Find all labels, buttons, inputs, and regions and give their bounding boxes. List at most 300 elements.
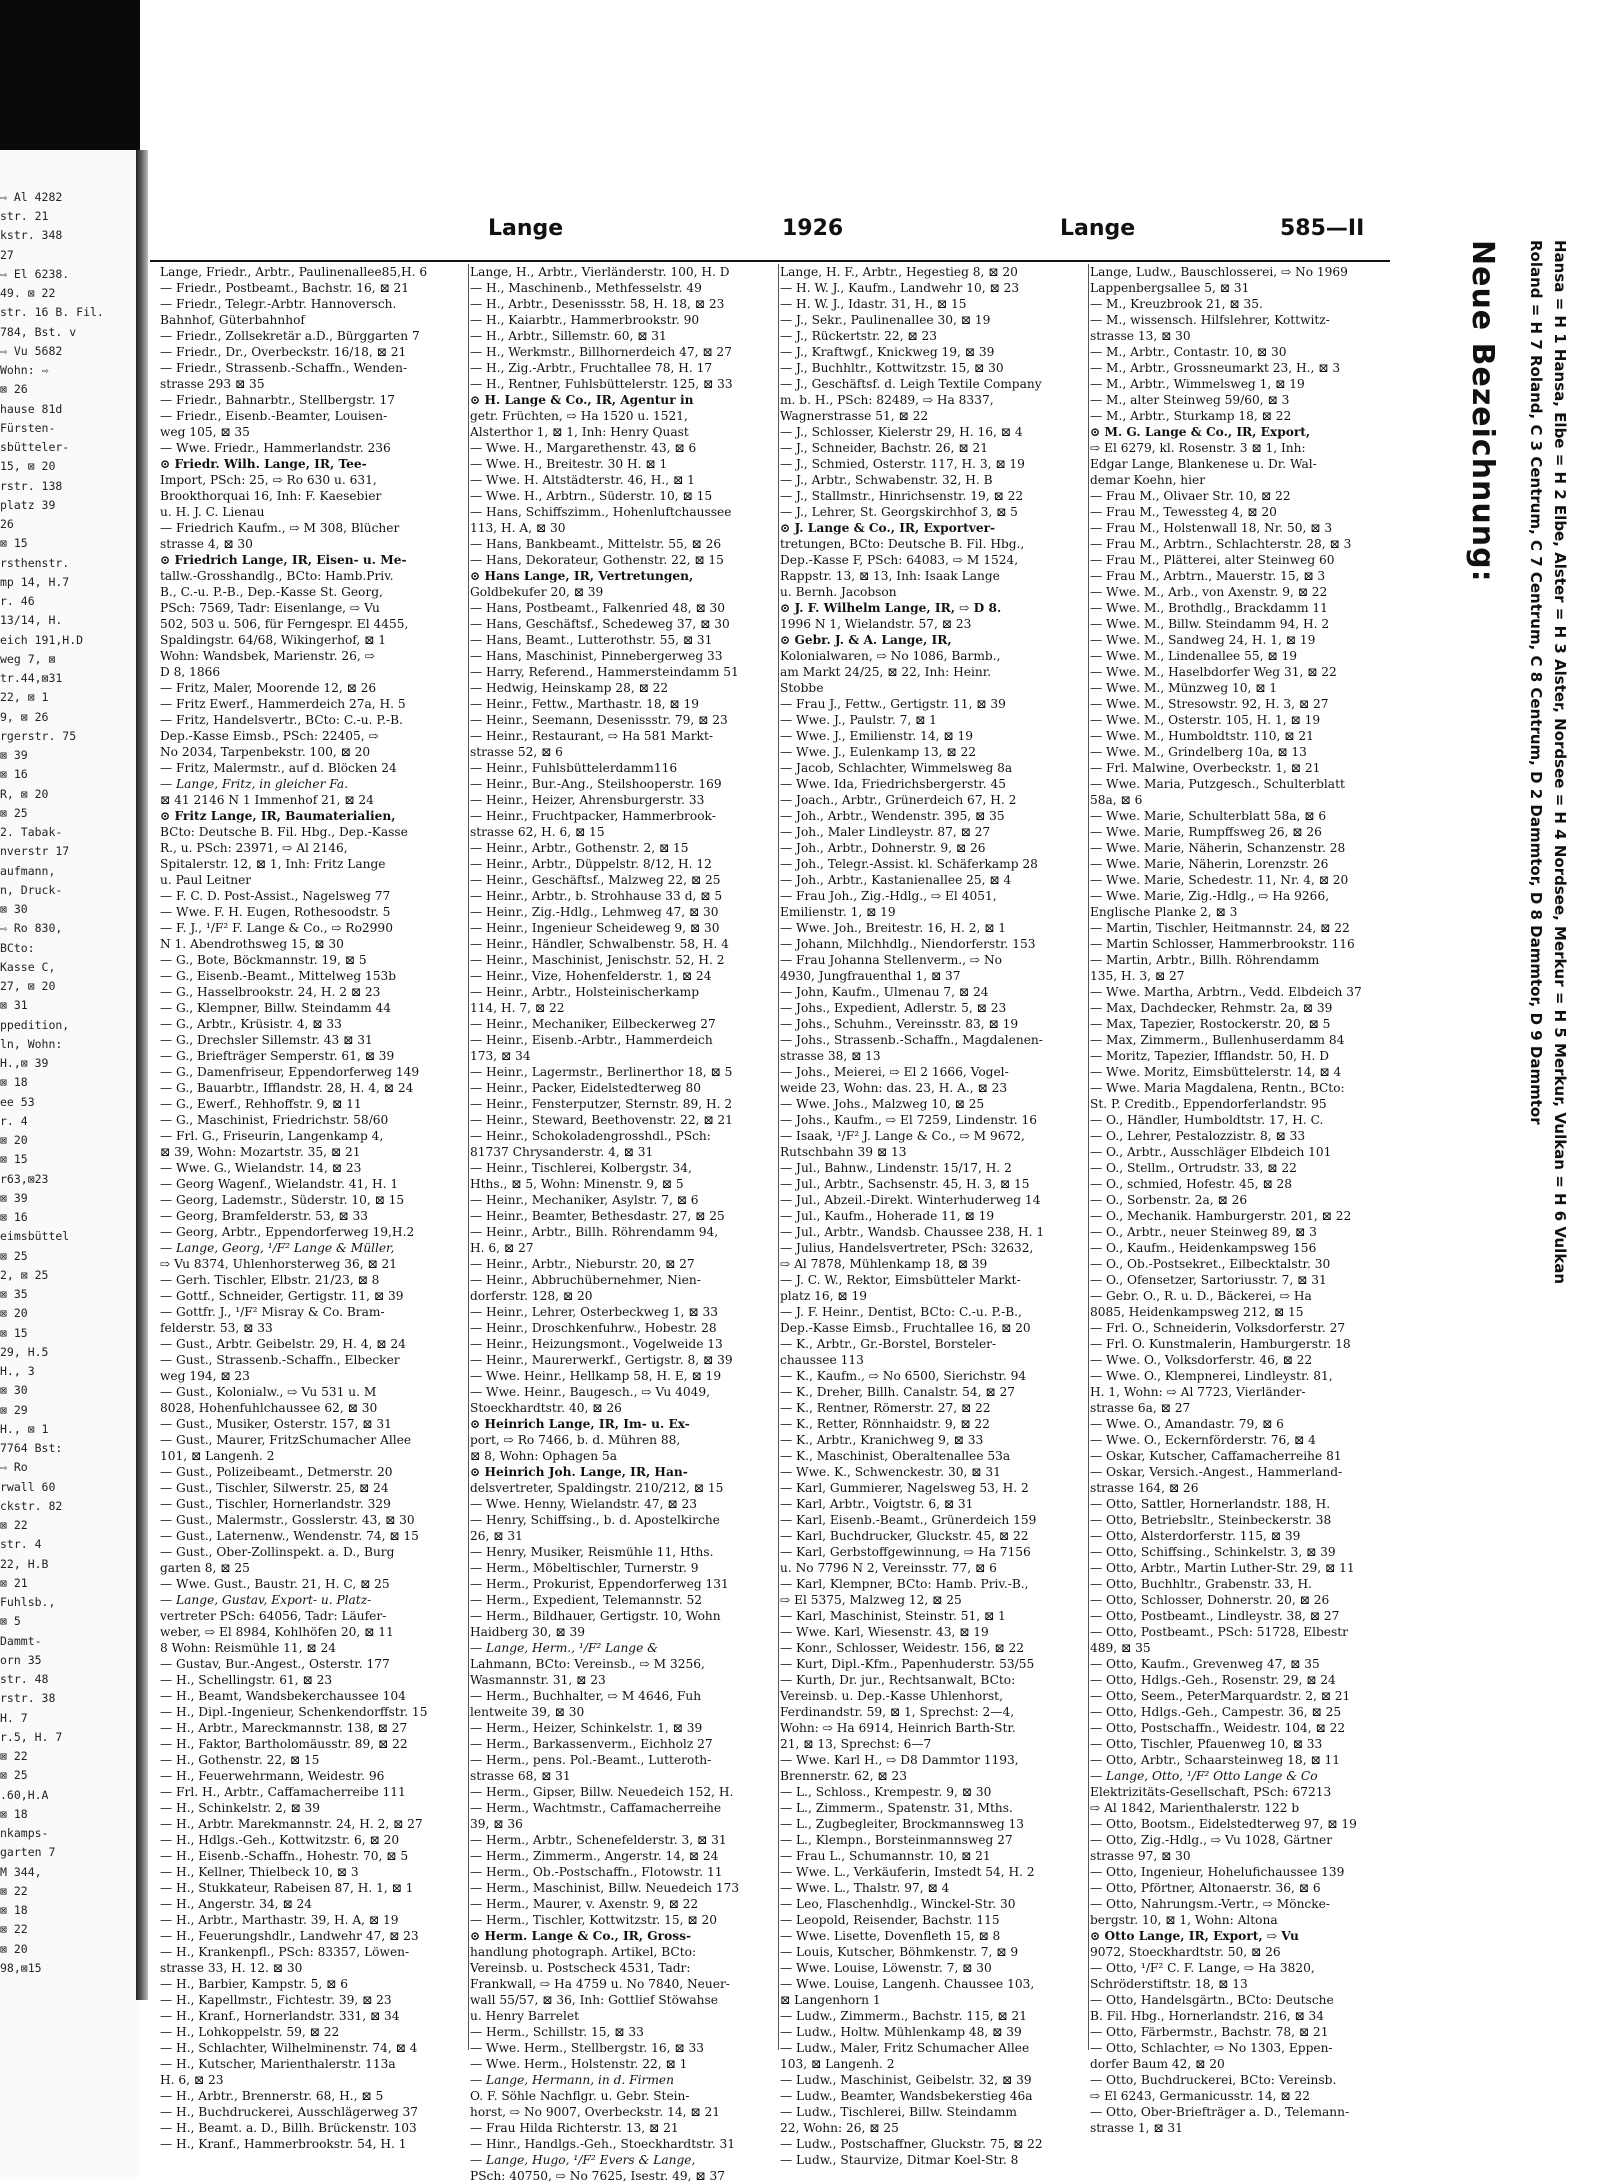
fragment-line: ⊠ 15: [0, 1326, 28, 1340]
fragment-line: ⇨ Al 4282: [0, 190, 63, 204]
directory-entry: Wohn: ⇨ Ha 6914, Heinrich Barth-Str.: [780, 1721, 1016, 1735]
directory-entry: — Heinr., Fuhlsbüttelerdamm116: [470, 761, 678, 775]
directory-entry: — Lange, Georg, ¹/F² Lange & Müller,: [160, 1241, 395, 1255]
directory-entry: — O., Arbtr., neuer Steinweg 89, ⊠ 3: [1090, 1225, 1317, 1239]
directory-entry: — O., Sorbenstr. 2a, ⊠ 26: [1090, 1193, 1248, 1207]
directory-entry: — Wwe. H., Breitestr. 30 H. ⊠ 1: [470, 457, 668, 471]
directory-entry: — H., Kellner, Thielbeck 10, ⊠ 3: [160, 1865, 359, 1879]
directory-entry: — L., Zugbegleiter, Brockmannsweg 13: [780, 1817, 1024, 1831]
directory-entry: 21, ⊠ 13, Sprechst: 6—7: [780, 1737, 932, 1751]
directory-entry: Lange, H., Arbtr., Vierländerstr. 100, H. D: [470, 265, 730, 279]
directory-entry: — Karl, Eisenb.-Beamt., Grünerdeich 159: [780, 1513, 1037, 1527]
directory-entry: — Wwe. M., Billw. Steindamm 94, H. 2: [1090, 617, 1330, 631]
directory-entry: — Fritz Ewerf., Hammerdeich 27a, H. 5: [160, 697, 406, 711]
directory-entry: — H., Beamt. a. D., Billh. Brückenstr. 103: [160, 2121, 417, 2135]
directory-entry: strasse 13, ⊠ 30: [1090, 329, 1191, 343]
directory-entry: — Fritz, Malermstr., auf d. Blöcken 24: [160, 761, 397, 775]
directory-entry: — Frl. O., Schneiderin, Volksdorferstr. 27: [1090, 1321, 1346, 1335]
directory-entry: — Gust., Tischler, Silwerstr. 25, ⊠ 24: [160, 1481, 389, 1495]
directory-entry: BCto: Deutsche B. Fil. Hbg., Dep.-Kasse: [160, 825, 408, 839]
directory-entry: — Hinr., Handlgs.-Geh., Stoeckhardtstr. 31: [470, 2137, 735, 2151]
fragment-line: ⊠ 22: [0, 1922, 28, 1936]
directory-entry: u. Paul Leitner: [160, 873, 252, 887]
directory-entry: — Hans, Bankbeamt., Mittelstr. 55, ⊠ 26: [470, 537, 722, 551]
directory-entry: — Wwe. Marie, Schedestr. 11, Nr. 4, ⊠ 20: [1090, 873, 1349, 887]
fragment-line: Wohn: ⇨: [0, 363, 49, 377]
directory-entry: — Otto, Hdlgs.-Geh., Rosenstr. 29, ⊠ 24: [1090, 1673, 1336, 1687]
previous-page-fragment: [0, 0, 140, 2177]
side-notice-title: Neue Bezeichnung:: [1465, 240, 1500, 583]
directory-entry: — K., Rentner, Römerstr. 27, ⊠ 22: [780, 1401, 991, 1415]
directory-entry: bergstr. 10, ⊠ 1, Wohn: Altona: [1090, 1913, 1278, 1927]
directory-entry: — Wwe. K., Schwenckestr. 30, ⊠ 31: [780, 1465, 1001, 1479]
directory-entry: — Wwe. Karl H., ⇨ D8 Dammtor 1193,: [780, 1753, 1019, 1767]
directory-entry: — H. W. J., Kaufm., Landwehr 10, ⊠ 23: [780, 281, 1020, 295]
directory-entry: strasse 62, H. 6, ⊠ 15: [470, 825, 605, 839]
directory-entry: — G., Eisenb.-Beamt., Mittelweg 153b: [160, 969, 397, 983]
directory-entry: — Friedr., Postbeamt., Bachstr. 16, ⊠ 21: [160, 281, 410, 295]
fragment-line: R, ⊠ 20: [0, 787, 49, 801]
directory-entry: Englische Planke 2, ⊠ 3: [1090, 905, 1238, 919]
directory-entry: — H., Gothenstr. 22, ⊠ 15: [160, 1753, 320, 1767]
fragment-line: ⊠ 39: [0, 748, 28, 762]
directory-entry: ⊠ 8, Wohn: Ophagen 5a: [470, 1449, 617, 1463]
directory-entry: — Wwe. M., Haselbdorfer Weg 31, ⊠ 22: [1090, 665, 1337, 679]
directory-entry: 9072, Stoeckhardtstr. 50, ⊠ 26: [1090, 1945, 1281, 1959]
directory-entry: — Otto, Zig.-Hdlg., ⇨ Vu 1028, Gärtner: [1090, 1833, 1333, 1847]
directory-entry: PSch: 7569, Tadr: Eisenlange, ⇨ Vu: [160, 601, 380, 615]
directory-entry: — H., Feuerwehrmann, Weidestr. 96: [160, 1769, 385, 1783]
fragment-line: ⊠ 16: [0, 767, 28, 781]
directory-entry: garten 8, ⊠ 25: [160, 1561, 250, 1575]
directory-entry: — O., Arbtr., Ausschläger Elbdeich 101: [1090, 1145, 1332, 1159]
directory-entry: — Wwe. H. Altstädterstr. 46, H., ⊠ 1: [470, 473, 695, 487]
directory-entry: — Wwe. L., Verkäuferin, Imstedt 54, H. 2: [780, 1865, 1035, 1879]
directory-entry: Edgar Lange, Blankenese u. Dr. Wal-: [1090, 457, 1317, 471]
fragment-line: str. 48: [0, 1672, 49, 1686]
directory-entry: — H., Schinkelstr. 2, ⊠ 39: [160, 1801, 321, 1815]
directory-entry: — Martin, Arbtr., Billh. Röhrendamm: [1090, 953, 1320, 967]
fragment-line: nverstr 17: [0, 844, 70, 858]
directory-entry: vertreter PSch: 64056, Tadr: Läufer-: [160, 1609, 387, 1623]
directory-entry: — Isaak, ¹/F² J. Lange & Co., ⇨ M 9672,: [780, 1129, 1025, 1143]
fragment-line: rwall 60: [0, 1480, 56, 1494]
directory-entry: — Otto, Buchdruckerei, BCto: Vereinsb.: [1090, 2073, 1337, 2087]
fragment-line: ⊠ 20: [0, 1133, 28, 1147]
directory-entry: — Otto, Seem., PeterMarquardstr. 2, ⊠ 21: [1090, 1689, 1351, 1703]
directory-entry: — Joach., Arbtr., Grünerdeich 67, H. 2: [780, 793, 1017, 807]
fragment-line: ⊠ 30: [0, 902, 28, 916]
directory-entry: — H., Zig.-Arbtr., Fruchtallee 78, H. 17: [470, 361, 713, 375]
directory-entry: — H., Feuerungshdlr., Landwehr 47, ⊠ 23: [160, 1929, 419, 1943]
directory-entry: — Heinr., Heizer, Ahrensburgerstr. 33: [470, 793, 705, 807]
fragment-line: ⊠ 18: [0, 1807, 28, 1821]
directory-entry: — Herm., Gipser, Billw. Neuedeich 152, H.: [470, 1785, 734, 1799]
fragment-line: H., 3: [0, 1364, 35, 1378]
directory-entry: — Gust., Arbtr. Geibelstr. 29, H. 4, ⊠ 24: [160, 1337, 406, 1351]
fragment-line: 27: [0, 248, 14, 262]
directory-entry: 8085, Heidenkampsweg 212, ⊠ 15: [1090, 1305, 1304, 1319]
fragment-line: ⊠ 31: [0, 998, 28, 1012]
directory-entry: — Joh., Maler Lindleystr. 87, ⊠ 27: [780, 825, 991, 839]
directory-entry: — H., Krankenpfl., PSch: 83357, Löwen-: [160, 1945, 410, 1959]
directory-entry: — K., Arbtr., Kranichweg 9, ⊠ 33: [780, 1433, 984, 1447]
directory-entry: — Herm., Wachtmstr., Caffamacherreihe: [470, 1801, 722, 1815]
directory-entry: 26, ⊠ 31: [470, 1529, 523, 1543]
directory-entry: — Lange, Fritz, in gleicher Fa.: [160, 777, 349, 791]
directory-entry: — Gust., Strassenb.-Schaffn., Elbecker: [160, 1353, 400, 1367]
directory-entry: — Karl, Buchdrucker, Gluckstr. 45, ⊠ 22: [780, 1529, 1029, 1543]
directory-entry: — Wwe. Martha, Arbtrn., Vedd. Elbdeich 37: [1090, 985, 1362, 999]
directory-entry: — Wwe. Marie, Schulterblatt 58a, ⊠ 6: [1090, 809, 1327, 823]
fragment-line: H. 7: [0, 1711, 28, 1725]
directory-entry: ⊠ 41 2146 N 1 Immenhof 21, ⊠ 24: [160, 793, 374, 807]
directory-entry: Haidberg 30, ⊠ 39: [470, 1625, 585, 1639]
directory-entry: — Wwe. J., Emilienstr. 14, ⊠ 19: [780, 729, 973, 743]
directory-entry: — O., Lehrer, Pestalozzistr. 8, ⊠ 33: [1090, 1129, 1306, 1143]
directory-entry: — Hans, Schiffszimm., Hohenluftchaussee: [470, 505, 732, 519]
directory-entry: felderstr. 53, ⊠ 33: [160, 1321, 273, 1335]
directory-entry: — Otto, Arbtr., Martin Luther-Str. 29, ⊠ 11: [1090, 1561, 1355, 1575]
fragment-line: 9, ⊠ 26: [0, 710, 49, 724]
directory-entry: Vereinsb. u. Postscheck 4531, Tadr:: [470, 1961, 691, 1975]
directory-entry: — Heinr., Eisenb.-Arbtr., Hammerdeich: [470, 1033, 713, 1047]
directory-entry: — Jul., Bahnw., Lindenstr. 15/17, H. 2: [780, 1161, 1012, 1175]
directory-entry: — Henry, Musiker, Reismühle 11, Hths.: [470, 1545, 714, 1559]
directory-entry: — Heinr., Zig.-Hdlg., Lehmweg 47, ⊠ 30: [470, 905, 719, 919]
fragment-line: 2, ⊠ 25: [0, 1268, 49, 1282]
directory-entry: Ferdinandstr. 59, ⊠ 1, Sprechst: 2—4,: [780, 1705, 1015, 1719]
directory-entry: Lahmann, BCto: Vereinsb., ⇨ M 3256,: [470, 1657, 705, 1671]
directory-entry: — Wwe. M., Münzweg 10, ⊠ 1: [1090, 681, 1278, 695]
fragment-line: BCto:: [0, 941, 35, 955]
directory-entry: — Jul., Arbtr., Wandsb. Chaussee 238, H. 1: [780, 1225, 1045, 1239]
directory-entry: — Otto, Tischler, Pfauenweg 10, ⊠ 33: [1090, 1737, 1323, 1751]
directory-entry: — G., Klempner, Billw. Steindamm 44: [160, 1001, 392, 1015]
directory-entry: — Frl. Malwine, Overbeckstr. 1, ⊠ 21: [1090, 761, 1321, 775]
directory-entry: Alsterthor 1, ⊠ 1, Inh: Henry Quast: [470, 425, 689, 439]
directory-entry: — Johs., Expedient, Adlerstr. 5, ⊠ 23: [780, 1001, 1007, 1015]
directory-entry: — Herm., Barkassenverm., Eichholz 27: [470, 1737, 713, 1751]
directory-entry: O. F. Söhle Nachflgr. u. Gebr. Stein-: [470, 2089, 690, 2103]
directory-entry: dorfer Baum 42, ⊠ 20: [1090, 2057, 1225, 2071]
directory-entry: — Otto, Ober-Briefträger a. D., Telemann-: [1090, 2105, 1350, 2119]
directory-entry: PSch: 40750, ⇨ No 7625, Isestr. 49, ⊠ 37: [470, 2169, 725, 2183]
directory-entry: — K., Maschinist, Oberaltenallee 53a: [780, 1449, 1011, 1463]
directory-entry: — Herm., Prokurist, Eppendorferweg 131: [470, 1577, 729, 1591]
directory-entry: — Kurt, Dipl.-Kfm., Papenhuderstr. 53/55: [780, 1657, 1035, 1671]
directory-entry: — Joh., Arbtr., Dohnerstr. 9, ⊠ 26: [780, 841, 986, 855]
fragment-line: ⊠ 20: [0, 1306, 28, 1320]
directory-entry: — Georg Wagenf., Wielandstr. 41, H. 1: [160, 1177, 399, 1191]
directory-entry: 22, Wohn: 26, ⊠ 25: [780, 2121, 899, 2135]
directory-entry: — Wwe. H., Arbtrn., Süderstr. 10, ⊠ 15: [470, 489, 713, 503]
directory-entry: — Herm., Maurer, v. Axenstr. 9, ⊠ 22: [470, 1897, 699, 1911]
firm-entry: ⊙ Friedrich Lange, IR, Eisen- u. Me-: [160, 553, 407, 567]
directory-entry: Dep.-Kasse F, PSch: 64083, ⇨ M 1524,: [780, 553, 1019, 567]
directory-entry: — Otto, Sattler, Hornerlandstr. 188, H.: [1090, 1497, 1331, 1511]
directory-entry: — Ludw., Postschaffner, Gluckstr. 75, ⊠ 22: [780, 2137, 1043, 2151]
directory-entry: — Friedr., Eisenb.-Beamter, Louisen-: [160, 409, 388, 423]
directory-entry: H. 6, ⊠ 23: [160, 2073, 224, 2087]
directory-entry: strasse 1, ⊠ 31: [1090, 2121, 1183, 2135]
fragment-line: ln, Wohn:: [0, 1037, 63, 1051]
firm-entry: ⊙ J. Lange & Co., IR, Exportver-: [780, 521, 996, 535]
fragment-line: ⊠ 18: [0, 1075, 28, 1089]
directory-entry: — L., Schloss., Krempestr. 9, ⊠ 30: [780, 1785, 992, 1799]
directory-entry: — K., Retter, Rönnhaidstr. 9, ⊠ 22: [780, 1417, 990, 1431]
directory-entry: ⇨ El 5375, Malzweg 12, ⊠ 25: [780, 1593, 962, 1607]
directory-entry: — Frau M., Arbtrn., Schlachterstr. 28, ⊠ 3: [1090, 537, 1352, 551]
directory-entry: — Otto, Alsterdorferstr. 115, ⊠ 39: [1090, 1529, 1301, 1543]
directory-entry: — J. F. Heinr., Dentist, BCto: C.-u. P.-B.,: [780, 1305, 1022, 1319]
directory-entry: — Wwe. M., Sandweg 24, H. 1, ⊠ 19: [1090, 633, 1316, 647]
directory-entry: — Gottfr. J., ¹/F² Misray & Co. Bram-: [160, 1305, 385, 1319]
directory-entry: — Leo, Flaschenhdlg., Winckel-Str. 30: [780, 1897, 1016, 1911]
directory-entry: — H., Arbtr., Sillemstr. 60, ⊠ 31: [470, 329, 667, 343]
fragment-line: orn 35: [0, 1653, 42, 1667]
directory-entry: 81737 Chrysanderstr. 4, ⊠ 31: [470, 1145, 654, 1159]
directory-entry: — Wwe. Louise, Langenh. Chaussee 103,: [780, 1977, 1035, 1991]
directory-entry: — Lange, Gustav, Export- u. Platz-: [160, 1593, 372, 1607]
directory-entry: — Friedr., Zollsekretär a.D., Bürggarten 7: [160, 329, 420, 343]
directory-entry: — J., Lehrer, St. Georgskirchhof 3, ⊠ 5: [780, 505, 1018, 519]
directory-entry: — Otto, Buchhltr., Grabenstr. 33, H.: [1090, 1577, 1313, 1591]
directory-entry: — Wwe. L., Thalstr. 97, ⊠ 4: [780, 1881, 950, 1895]
directory-entry: chaussee 113: [780, 1353, 864, 1367]
directory-entry: — Wwe. M., Osterstr. 105, H. 1, ⊠ 19: [1090, 713, 1321, 727]
directory-entry: — Heinr., Seemann, Desenissstr. 79, ⊠ 23: [470, 713, 728, 727]
directory-entry: — H. W. J., Idastr. 31, H., ⊠ 15: [780, 297, 967, 311]
directory-entry: strasse 52, ⊠ 6: [470, 745, 563, 759]
directory-entry: — Frau M., Tewessteg 4, ⊠ 20: [1090, 505, 1277, 519]
directory-entry: — Otto, Pförtner, Altonaerstr. 36, ⊠ 6: [1090, 1881, 1321, 1895]
directory-entry: weg 105, ⊠ 35: [160, 425, 250, 439]
directory-entry: — Karl, Klempner, BCto: Hamb. Priv.-B.,: [780, 1577, 1029, 1591]
directory-entry: — J. C. W., Rektor, Eimsbütteler Markt-: [780, 1273, 1021, 1287]
directory-entry: — Wwe. Marie, Näherin, Schanzenstr. 28: [1090, 841, 1346, 855]
directory-entry: — M., alter Steinweg 59/60, ⊠ 3: [1090, 393, 1290, 407]
directory-entry: — G., Briefträger Semperstr. 61, ⊠ 39: [160, 1049, 395, 1063]
directory-entry: — Karl, Maschinist, Steinstr. 51, ⊠ 1: [780, 1609, 1006, 1623]
directory-entry: — O., schmied, Hofestr. 45, ⊠ 28: [1090, 1177, 1293, 1191]
directory-entry: Vereinsb. u. Dep.-Kasse Uhlenhorst,: [780, 1689, 1003, 1703]
directory-entry: wall 55/57, ⊠ 36, Inh: Gottlief Stöwahse: [470, 1993, 718, 2007]
directory-entry: — Heinr., Restaurant, ⇨ Ha 581 Markt-: [470, 729, 713, 743]
directory-entry: — Wwe. O., Volksdorferstr. 46, ⊠ 22: [1090, 1353, 1313, 1367]
directory-entry: tretungen, BCto: Deutsche B. Fil. Hbg.,: [780, 537, 1025, 551]
directory-entry: — Gust., Polizeibeamt., Detmerstr. 20: [160, 1465, 393, 1479]
directory-entry: — H., Kranf., Hammerbrookstr. 54, H. 1: [160, 2137, 407, 2151]
directory-entry: N 1. Abendrothsweg 15, ⊠ 30: [160, 937, 344, 951]
directory-entry: 8 Wohn: Reismühle 11, ⊠ 24: [160, 1641, 336, 1655]
directory-entry: — H., Arbtr., Mareckmannstr. 138, ⊠ 27: [160, 1721, 408, 1735]
directory-entry: — Heinr., Lehrer, Osterbeckweg 1, ⊠ 33: [470, 1305, 719, 1319]
directory-entry: — Herm., Heizer, Schinkelstr. 1, ⊠ 39: [470, 1721, 703, 1735]
side-notice: [1440, 240, 1580, 1740]
directory-entry: — Joh., Arbtr., Wendenstr. 395, ⊠ 35: [780, 809, 1005, 823]
directory-entry: 101, ⊠ Langenh. 2: [160, 1449, 275, 1463]
directory-entry: Hths., ⊠ 5, Wohn: Minenstr. 9, ⊠ 5: [470, 1177, 684, 1191]
directory-entry: — H., Buchdruckerei, Ausschlägerweg 37: [160, 2105, 419, 2119]
directory-entry: — Heinr., Steward, Beethovenstr. 22, ⊠ 21: [470, 1113, 733, 1127]
firm-entry: ⊙ Herm. Lange & Co., IR, Gross-: [470, 1929, 692, 1943]
directory-entry: — Ludw., Zimmerm., Bachstr. 115, ⊠ 21: [780, 2009, 1027, 2023]
directory-entry: Wagnerstrasse 51, ⊠ 22: [780, 409, 929, 423]
directory-entry: — Wwe. Friedr., Hammerlandstr. 236: [160, 441, 391, 455]
directory-entry: — Gust., Laternenw., Wendenstr. 74, ⊠ 15: [160, 1529, 419, 1543]
directory-entry: — Heinr., Maurerwerkf., Gertigstr. 8, ⊠ 39: [470, 1353, 733, 1367]
directory-entry: Brennerstr. 62, ⊠ 23: [780, 1769, 907, 1783]
directory-entry: tallw.-Grosshandlg., BCto: Hamb.Priv.: [160, 569, 394, 583]
fragment-line: ⊠ 20: [0, 1942, 28, 1956]
fragment-line: eich 191,H.D: [0, 633, 84, 647]
directory-entry: — H., Arbtr., Marthastr. 39, H. A, ⊠ 19: [160, 1913, 399, 1927]
directory-entry: — Fritz, Handelsvertr., BCto: C.-u. P.-B.: [160, 713, 403, 727]
directory-entry: — H., Arbtr., Brennerstr. 68, H., ⊠ 5: [160, 2089, 384, 2103]
directory-entry: — Otto, Arbtr., Schaarsteinweg 18, ⊠ 11: [1090, 1753, 1341, 1767]
directory-entry: — J., Stallmstr., Hinrichsenstr. 19, ⊠ 22: [780, 489, 1024, 503]
directory-entry: demar Koehn, hier: [1090, 473, 1206, 487]
directory-entry: — Otto, ¹/F² C. F. Lange, ⇨ Ha 3820,: [1090, 1961, 1315, 1975]
fragment-line: 98,⊠15: [0, 1961, 42, 1975]
directory-entry: — Heinr., Ingenieur Scheideweg 9, ⊠ 30: [470, 921, 720, 935]
directory-entry: Elektrizitäts-Gesellschaft, PSch: 67213: [1090, 1785, 1332, 1799]
directory-entry: — H., Dipl.-Ingenieur, Schenkendorffstr. 15: [160, 1705, 428, 1719]
fragment-line: ⊠ 22: [0, 1749, 28, 1763]
directory-entry: — Frl. H., Arbtr., Caffamacherreibe 111: [160, 1785, 406, 1799]
header-rule: [150, 260, 1390, 262]
fragment-line: ckstr. 82: [0, 1499, 63, 1513]
directory-entry: 4930, Jungfrauenthal 1, ⊠ 37: [780, 969, 961, 983]
directory-entry: — Wwe. O., Eckernförderstr. 76, ⊠ 4: [1090, 1433, 1316, 1447]
directory-entry: — M., Arbtr., Grossneumarkt 23, H., ⊠ 3: [1090, 361, 1341, 375]
directory-entry: — Martin, Tischler, Heitmannstr. 24, ⊠ 22: [1090, 921, 1350, 935]
fragment-line: rgerstr. 75: [0, 729, 77, 743]
fragment-line: mp 14, H.7: [0, 575, 70, 589]
firm-entry: ⊙ Fritz Lange, IR, Baumaterialien,: [160, 809, 396, 823]
directory-entry: 39, ⊠ 36: [470, 1817, 523, 1831]
directory-entry: — Herm., Ob.-Postschaffn., Flotowstr. 11: [470, 1865, 723, 1879]
directory-entry: — Wwe. Maria Magdalena, Rentn., BCto:: [1090, 1081, 1345, 1095]
directory-entry: u. Bernh. Jacobson: [780, 585, 897, 599]
directory-entry: — Hans, Dekorateur, Gothenstr. 22, ⊠ 15: [470, 553, 724, 567]
directory-entry: — Julius, Handelsvertreter, PSch: 32632,: [780, 1241, 1034, 1255]
directory-entry: — G., Damenfriseur, Eppendorferweg 149: [160, 1065, 420, 1079]
fragment-line: ⊠ 22: [0, 1884, 28, 1898]
fragment-line: H., ⊠ 1: [0, 1422, 49, 1436]
directory-entry: — Wwe. G., Wielandstr. 14, ⊠ 23: [160, 1161, 362, 1175]
fragment-line: rstr. 138: [0, 479, 63, 493]
directory-entry: H. 1, Wohn: ⇨ Al 7723, Vierländer-: [1090, 1385, 1306, 1399]
fragment-line: garten 7: [0, 1845, 56, 1859]
directory-entry: u. H. J. C. Lienau: [160, 505, 265, 519]
fragment-line: r.5, H. 7: [0, 1730, 63, 1744]
fragment-line: 22, ⊠ 1: [0, 690, 49, 704]
directory-entry: — Wwe. H., Margarethenstr. 43, ⊠ 6: [470, 441, 697, 455]
fragment-line: aufmann,: [0, 864, 56, 878]
fragment-line: rstr. 38: [0, 1691, 56, 1705]
directory-entry: — J., Kraftwgf., Knickweg 19, ⊠ 39: [780, 345, 995, 359]
directory-entry: Lange, Ludw., Bauschlosserei, ⇨ No 1969: [1090, 265, 1348, 279]
directory-entry: 8028, Hohenfuhlchaussee 62, ⊠ 30: [160, 1401, 378, 1415]
directory-entry: — H., Lohkoppelstr. 59, ⊠ 22: [160, 2025, 340, 2039]
fragment-line: hause 81d: [0, 402, 63, 416]
directory-entry: 1996 N 1, Wielandstr. 57, ⊠ 23: [780, 617, 972, 631]
directory-entry: — Max, Tapezier, Rostockerstr. 20, ⊠ 5: [1090, 1017, 1331, 1031]
directory-entry: — Frau Johanna Stellenverm., ⇨ No: [780, 953, 1003, 967]
directory-entry: 113, H. A, ⊠ 30: [470, 521, 566, 535]
directory-entry: — H., Arbtr. Marekmannstr. 24, H. 2, ⊠ 27: [160, 1817, 423, 1831]
directory-entry: strasse 4, ⊠ 30: [160, 537, 253, 551]
directory-entry: — Georg, Bramfelderstr. 53, ⊠ 33: [160, 1209, 369, 1223]
fragment-line: nkamps-: [0, 1826, 49, 1840]
directory-entry: — Max, Zimmerm., Bullenhuserdamm 84: [1090, 1033, 1345, 1047]
fragment-line: M 344,: [0, 1865, 42, 1879]
directory-entry: — Heinr., Arbtr., Düppelstr. 8/12, H. 12: [470, 857, 712, 871]
directory-entry: — Moritz, Tapezier, Ifflandstr. 50, H. D: [1090, 1049, 1329, 1063]
fragment-line: 7764 Bst:: [0, 1441, 63, 1455]
directory-entry: — Heinr., Mechaniker, Eilbeckerweg 27: [470, 1017, 716, 1031]
directory-entry: — Wwe. M., Stresowstr. 92, H. 3, ⊠ 27: [1090, 697, 1329, 711]
directory-entry: — Heinr., Arbtr., Nieburstr. 20, ⊠ 27: [470, 1257, 695, 1271]
side-notice-line-2: Roland = H 7 Roland, C 3 Centrum, C 7 Centrum, C 8 Centrum, D 2 Dammtor, D 8 Dammtor, D 9 Dammtor: [1527, 240, 1545, 1125]
directory-entry: Goldbekufer 20, ⊠ 39: [470, 585, 604, 599]
directory-entry: — Louis, Kutscher, Böhmkenstr. 7, ⊠ 9: [780, 1945, 1019, 1959]
fragment-line: Fürsten-: [0, 421, 56, 435]
directory-entry: — Johs., Schuhm., Vereinsstr. 83, ⊠ 19: [780, 1017, 1019, 1031]
directory-entry: — Herm., Zimmerm., Angerstr. 14, ⊠ 24: [470, 1849, 719, 1863]
fragment-line: ⊠ 5: [0, 1614, 21, 1628]
fragment-line: str. 21: [0, 209, 49, 223]
directory-entry: — Frau J., Fettw., Gertigstr. 11, ⊠ 39: [780, 697, 1006, 711]
directory-entry: — Lange, Hermann, in d. Firmen: [470, 2073, 674, 2087]
directory-entry: — Lange, Hugo, ¹/F² Evers & Lange,: [470, 2153, 696, 2167]
directory-entry: — G., Maschinist, Friedrichstr. 58/60: [160, 1113, 389, 1127]
directory-entry: — Otto, Postbeamt., Lindleystr. 38, ⊠ 27: [1090, 1609, 1340, 1623]
directory-entry: — Hedwig, Heinskamp 28, ⊠ 22: [470, 681, 669, 695]
directory-entry: — H., Kaiarbtr., Hammerbrookstr. 90: [470, 313, 700, 327]
header-name-left: Lange: [488, 216, 564, 241]
fragment-line: eimsbüttel: [0, 1229, 70, 1243]
directory-entry: B. Fil. Hbg., Hornerlandstr. 216, ⊠ 34: [1090, 2009, 1325, 2023]
fragment-line: ⊠ 16: [0, 1210, 28, 1224]
directory-entry: — H., Maschinenb., Methfesselstr. 49: [470, 281, 702, 295]
directory-entry: — Friedr., Telegr.-Arbtr. Hannoversch.: [160, 297, 397, 311]
directory-entry: — Herm., Tischler, Kottwitzstr. 15, ⊠ 20: [470, 1913, 718, 1927]
fragment-line: Dammt-: [0, 1634, 42, 1648]
directory-entry: — K., Arbtr., Gr.-Borstel, Borsteler-: [780, 1337, 997, 1351]
side-notice-text: [1502, 240, 1572, 1740]
directory-entry: — Wwe. Gust., Baustr. 21, H. C, ⊠ 25: [160, 1577, 390, 1591]
fragment-line: ⊠ 22: [0, 1518, 28, 1532]
directory-entry: — Wwe. Marie, Rumpffsweg 26, ⊠ 26: [1090, 825, 1322, 839]
directory-entry: Wohn: Wandsbek, Marienstr. 26, ⇨: [160, 649, 375, 663]
directory-entry: getr. Früchten, ⇨ Ha 1520 u. 1521,: [470, 409, 688, 423]
directory-entry: — H., Angerstr. 34, ⊠ 24: [160, 1897, 313, 1911]
fragment-line: 784, Bst. v: [0, 325, 77, 339]
directory-entry: — Heinr., Arbtr., Holsteinischerkamp: [470, 985, 700, 999]
directory-entry: — Johann, Milchhdlg., Niendorferstr. 153: [780, 937, 1036, 951]
directory-entry: — Otto, Nahrungsm.-Vertr., ⇨ Möncke-: [1090, 1897, 1330, 1911]
directory-entry: — H., Rentner, Fuhlsbüttelerstr. 125, ⊠ 33: [470, 377, 733, 391]
directory-entry: — H., Eisenb.-Schaffn., Hohestr. 70, ⊠ 5: [160, 1849, 409, 1863]
page-gutter: [136, 150, 148, 2000]
directory-entry: — M., Arbtr., Sturkamp 18, ⊠ 22: [1090, 409, 1292, 423]
directory-entry: Rutschbahn 39 ⊠ 13: [780, 1145, 907, 1159]
directory-entry: — Frau L., Schumannstr. 10, ⊠ 21: [780, 1849, 991, 1863]
directory-entry: — Friedr., Bahnarbtr., Stellbergstr. 17: [160, 393, 395, 407]
